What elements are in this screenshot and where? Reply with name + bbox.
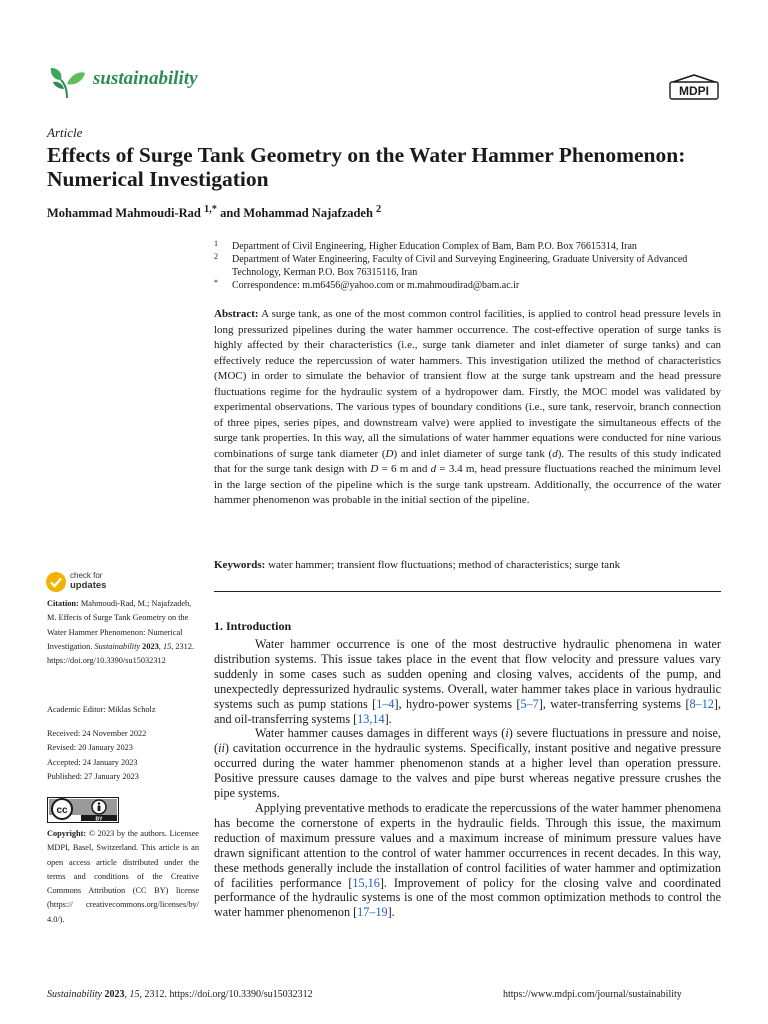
footer-doi[interactable]: , 2312. https://doi.org/10.3390/su15032312 (139, 989, 313, 1000)
citation-link[interactable]: 13,14 (357, 711, 385, 726)
footer-journal: Sustainability (47, 989, 102, 1000)
footer-year: 2023 (102, 989, 125, 1000)
correspondence-item (214, 279, 724, 292)
publication-dates (47, 727, 199, 784)
author-1-affiliation-mark: 1,* (203, 204, 217, 215)
affiliation-item (214, 253, 724, 279)
cc-badge-text: cc (56, 805, 68, 816)
author-2-affiliation-mark: 2 (376, 204, 382, 215)
affiliation-text: Department of Water Engineering, Faculty of Civil and Surveying Engineering, Graduate University of Advanced Technology, Kerman P.O. Box 76315116, Iran (232, 254, 688, 278)
citation-separator: , (158, 641, 163, 651)
affiliation-mark: 2 (214, 252, 218, 261)
citation-journal: Sustainability (94, 641, 141, 651)
journal-name[interactable]: sustainability (93, 68, 198, 89)
keywords-label: Keywords: (214, 559, 266, 571)
citation-year: 2023 (140, 641, 159, 651)
abstract-label: Abstract: (214, 308, 259, 320)
abstract-text: = 6 m and (378, 463, 431, 475)
author-1[interactable]: Mohammad Mahmoudi-Rad (47, 206, 204, 221)
abstract-text: A surge tank, as one of the most common control facilities, is applied to control head pressure levels in long pressurized pipelines during the water hammer occurrence. The cost-effective operation of surge tanks is highly affected by their characteristics (i.e., surge tank diameter and inlet diameter of surge tanks) and can effectively reduce the repercussion of water hammers. This investigation utilized the method of characteristics (MOC) in order to simulate the behavior of transient flow at the surge tank upstream and the head pressure fluctuations regime for the hydraulic system of a hydropower dam. Firstly, the MOC model was validated by experimental observations. The various types of boundary conditions (i.e., sure tank, reservoir, branch connection of three pipes, series pipes, and downstream valve) were applied to investigate the simultaneous effects of the surge tank properties. In this way, all the simulations of water hammer equations were conducted for nine various combinations of surge tank diameter ( (214, 308, 721, 460)
date-accepted: Accepted: 24 January 2023 (47, 757, 138, 767)
academic-editor: Academic Editor: Miklas Scholz (47, 705, 156, 714)
cc-by-license-badge-icon[interactable] (47, 797, 119, 823)
correspondence-mark: * (214, 278, 218, 287)
citation-link[interactable]: 1–4 (376, 696, 395, 711)
article-type: Article (47, 125, 83, 140)
abstract-text: ) and inlet diameter of surge tank ( (393, 447, 553, 460)
abstract-text: ). The results of this study indicated that for the surge tank design with (214, 447, 722, 475)
abstract-text: = 3.4 m, head pressure fluctuations reached the minimum level in the large section of the pipeline which is the surge tank upstream. Additionally, the occurrence of the water hammer phenomenon was probable in the initial section of the pipeline. (214, 463, 721, 506)
keywords (214, 559, 721, 571)
affiliation-item (214, 240, 724, 253)
affiliation-text: Department of Civil Engineering, Higher Education Complex of Bam, Bam P.O. Box 76615314, Iran (232, 241, 637, 252)
copyright-block (47, 827, 199, 927)
intro-paragraph-2: Water hammer causes damages in different ways (i) severe fluctuations in pressure and noise, (ii) cavitation occurrence in the hydraulic systems. Specifically, instant positive and negative pressure occurred during the water hammer phenomenon stands at a higher level than operation pressure. Positive pressure causes damage to the valves and pipe burst whereas negative pressure crushes the pipe systems. (214, 726, 721, 801)
footer-journal-url[interactable]: https://www.mdpi.com/journal/sustainability (503, 989, 682, 1000)
abstract-math-var: D (370, 463, 379, 475)
intro-paragraph-3: Applying preventative methods to eradicate the repercussions of the water hammer phenomena has become the cornerstone of experts in the hydraulic fields. Through this issue, the maximum reduction of maximum pressure values and a maximum increase of minimum pressure values have drawn significant attention to the control of water hammer occurrences in recent decades. In this way, these methods generally include the installation of control facilities of water hammer and optimization of facilities performance [15,16]. Improvement of policy for the closing valve and coordinated performance of the hydraulic systems is one of the most common optimization methods to control the water hammer phenomenon [17–19]. (214, 800, 721, 920)
introduction-body (214, 637, 721, 920)
citation-text: Mahmoudi-Rad, M.; Najafzadeh, M. Effects of Surge Tank Geometry on the Water Hammer Phenomenon: Numerical Investigation. (47, 599, 192, 651)
affiliations (214, 240, 724, 292)
keywords-text: water hammer; transient flow fluctuations; method of characteristics; surge tank (265, 559, 621, 571)
intro-paragraph-1: Water hammer occurrence is one of the most destructive hydraulic phenomena in water distribution systems. This issue takes place in the event that flow velocity and pressure values vary suddenly in some cases such as sudden opening and closing valves, accidents of the pump, and unexpectedly depressurized hydraulic systems. Overall, water hammer takes place in various hydraulic systems such as pump stations [1–4], hydro-power systems [5–7], water-transferring systems [8–12], and oil-transferring systems [13,14]. (214, 637, 721, 726)
citation-link[interactable]: 17–19 (357, 905, 388, 920)
date-published: Published: 27 January 2023 (47, 771, 139, 781)
check-for-updates-line2: updates (70, 580, 107, 591)
citation-label: Citation: (47, 599, 79, 608)
citation-doi[interactable]: , 2312. https://doi.org/10.3390/su15032312 (47, 641, 195, 666)
sustainability-leaf-logo-icon (47, 62, 87, 102)
citation-link[interactable]: 5–7 (520, 696, 539, 711)
section-divider (214, 591, 721, 592)
affiliation-mark: 1 (214, 239, 218, 248)
footer-volume: 15 (129, 989, 140, 1000)
abstract (214, 307, 721, 509)
copyright-label: Copyright: (47, 829, 87, 838)
by-badge-text: BY (95, 816, 103, 823)
abstract-math-var: d (430, 463, 437, 475)
mdpi-logo-text: MDPI (679, 84, 709, 98)
date-revised: Revised: 20 January 2023 (47, 743, 133, 753)
footer-separator: , (124, 989, 130, 1000)
footer-citation (47, 989, 313, 1000)
check-for-updates-icon (45, 571, 67, 593)
citation-link[interactable]: 15,16 (352, 875, 380, 890)
correspondence-text[interactable]: Correspondence: m.m6456@yahoo.com or m.mahmoudirad@bam.ac.ir (232, 280, 520, 291)
mdpi-logo-icon[interactable] (668, 73, 720, 101)
author-2[interactable]: and Mohammad Najafzadeh (216, 206, 377, 221)
author-list (47, 204, 381, 221)
check-for-updates-badge[interactable] (45, 571, 125, 593)
citation-volume: 15 (162, 641, 172, 651)
abstract-math-var: d (552, 447, 558, 460)
check-for-updates-line1: check for (70, 571, 103, 580)
copyright-text: © 2023 by the authors. Licensee MDPI, Basel, Switzerland. This article is an open access article distributed under the terms and conditions of the Creative Commons Attribution (CC BY) license (https:// creativecommons.org/licenses/by/ 4.0/). (47, 829, 199, 924)
citation-link[interactable]: 8–12 (689, 696, 714, 711)
section-heading-introduction: 1. Introduction (214, 619, 292, 633)
date-received: Received: 24 November 2022 (47, 729, 147, 738)
citation-block (47, 597, 199, 668)
article-title: Effects of Surge Tank Geometry on the Water Hammer Phenomenon: Numerical Investigation (47, 143, 686, 191)
abstract-math-var: D (385, 447, 394, 460)
